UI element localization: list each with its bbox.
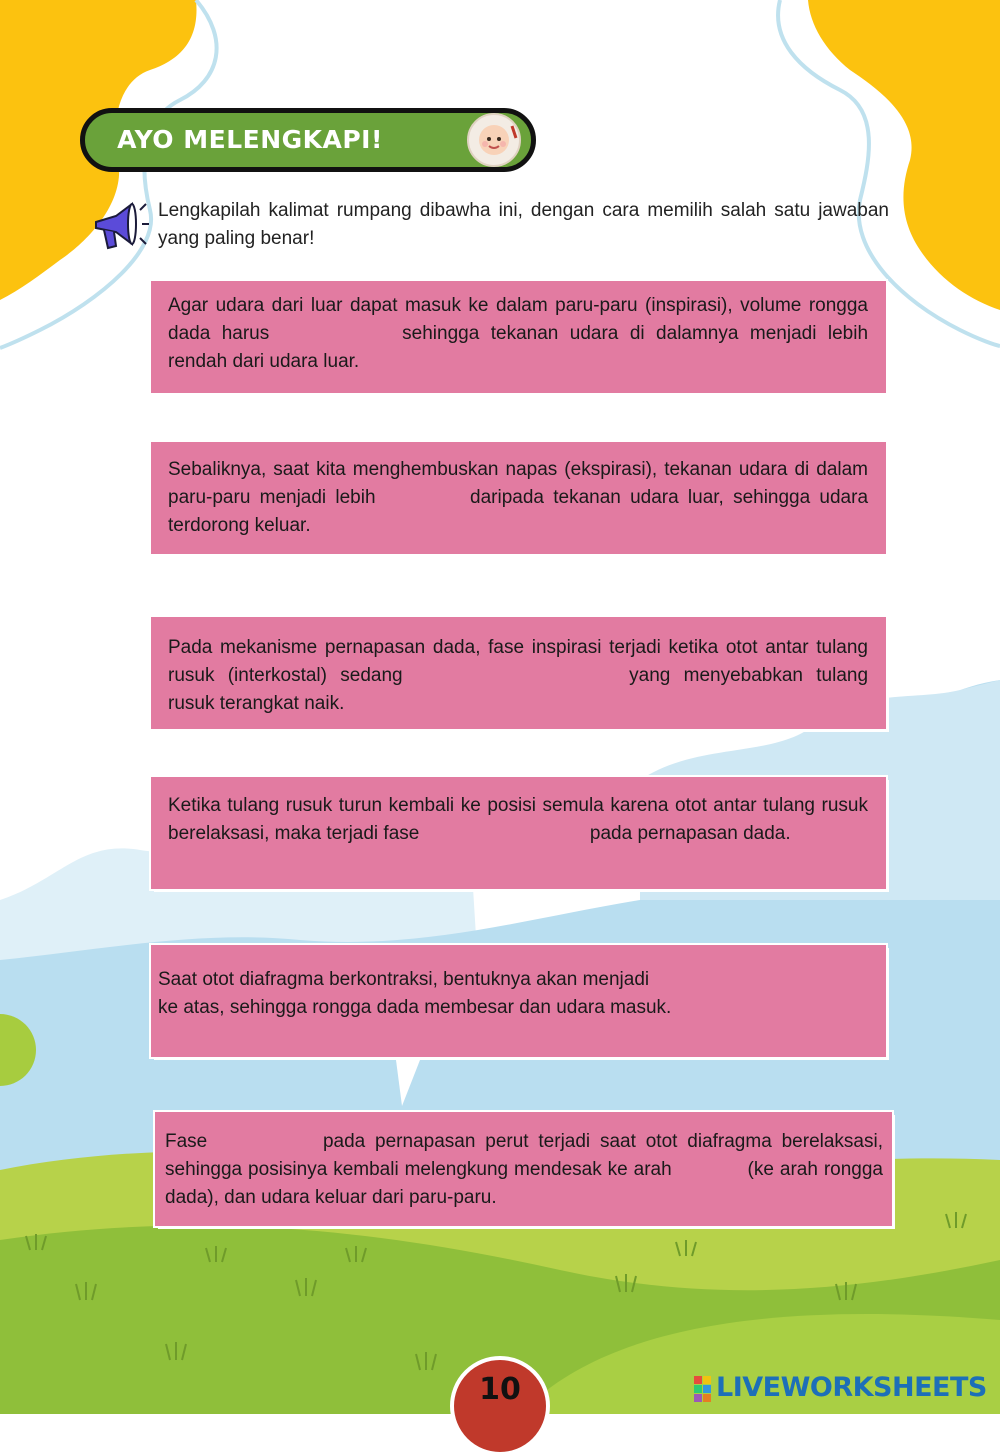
question-text-1 [168,292,868,376]
question-6-before: Fase [165,1131,208,1152]
question-text-4 [168,792,868,848]
question-2-after: daripada tekanan udara luar, sehingga udara terdorong keluar. [168,487,869,536]
page-number: 10 [479,1372,521,1407]
instruction-text: Lengkapilah kalimat rumpang dibawha ini, dengan cara memilih salah satu jawaban yang paling benar! [158,200,889,249]
question-3-before: Pada mekanisme pernapasan dada, fase inspirasi terjadi ketika otot antar tulang rusuk (interkostal) sedang [168,637,868,686]
liveworksheets-brand[interactable]: LIVEWORKSHEETS [716,1372,987,1403]
question-6-after: (ke arah rongga dada), dan udara keluar dari paru-paru. [165,1159,883,1208]
question-5-line2: ke atas, sehingga rongga dada membesar dan udara masuk. [158,997,672,1018]
question-text-3 [168,634,868,718]
question-2-before: Sebaliknya, saat kita menghembuskan napas (ekspirasi), tekanan udara di dalam paru-paru menjadi lebih [168,459,868,508]
question-1-before: Agar udara dari luar dapat masuk ke dalam paru-paru (inspirasi), volume rongga dada harus [168,295,868,344]
question-text-5 [158,966,873,1022]
girl-avatar-icon [464,108,526,172]
question-1-after: sehingga tekanan udara di dalamnya menjadi lebih rendah dari udara luar. [168,323,869,372]
question-4-before: Ketika tulang rusuk turun kembali ke posisi semula karena otot antar tulang rusuk berelaksasi, maka terjadi fase [168,795,868,844]
question-text-6 [165,1128,883,1212]
question-3-after: yang menyebabkan tulang rusuk terangkat naik. [168,665,869,714]
megaphone-icon [86,196,150,256]
question-6-middle: pada pernapasan perut terjadi saat otot diafragma berelaksasi, sehingga posisinya kembali melengkung mendesak ke arah [165,1131,883,1180]
liveworksheets-logo-icon [694,1376,712,1402]
page-title: AYO MELENGKAPI! [117,125,383,154]
question-4-after: pada pernapasan dada. [589,823,791,844]
question-text-2 [168,456,868,540]
sun-right [808,0,1000,310]
question-5-line1: Saat otot diafragma berkontraksi, bentuknya akan menjadi [158,969,650,990]
